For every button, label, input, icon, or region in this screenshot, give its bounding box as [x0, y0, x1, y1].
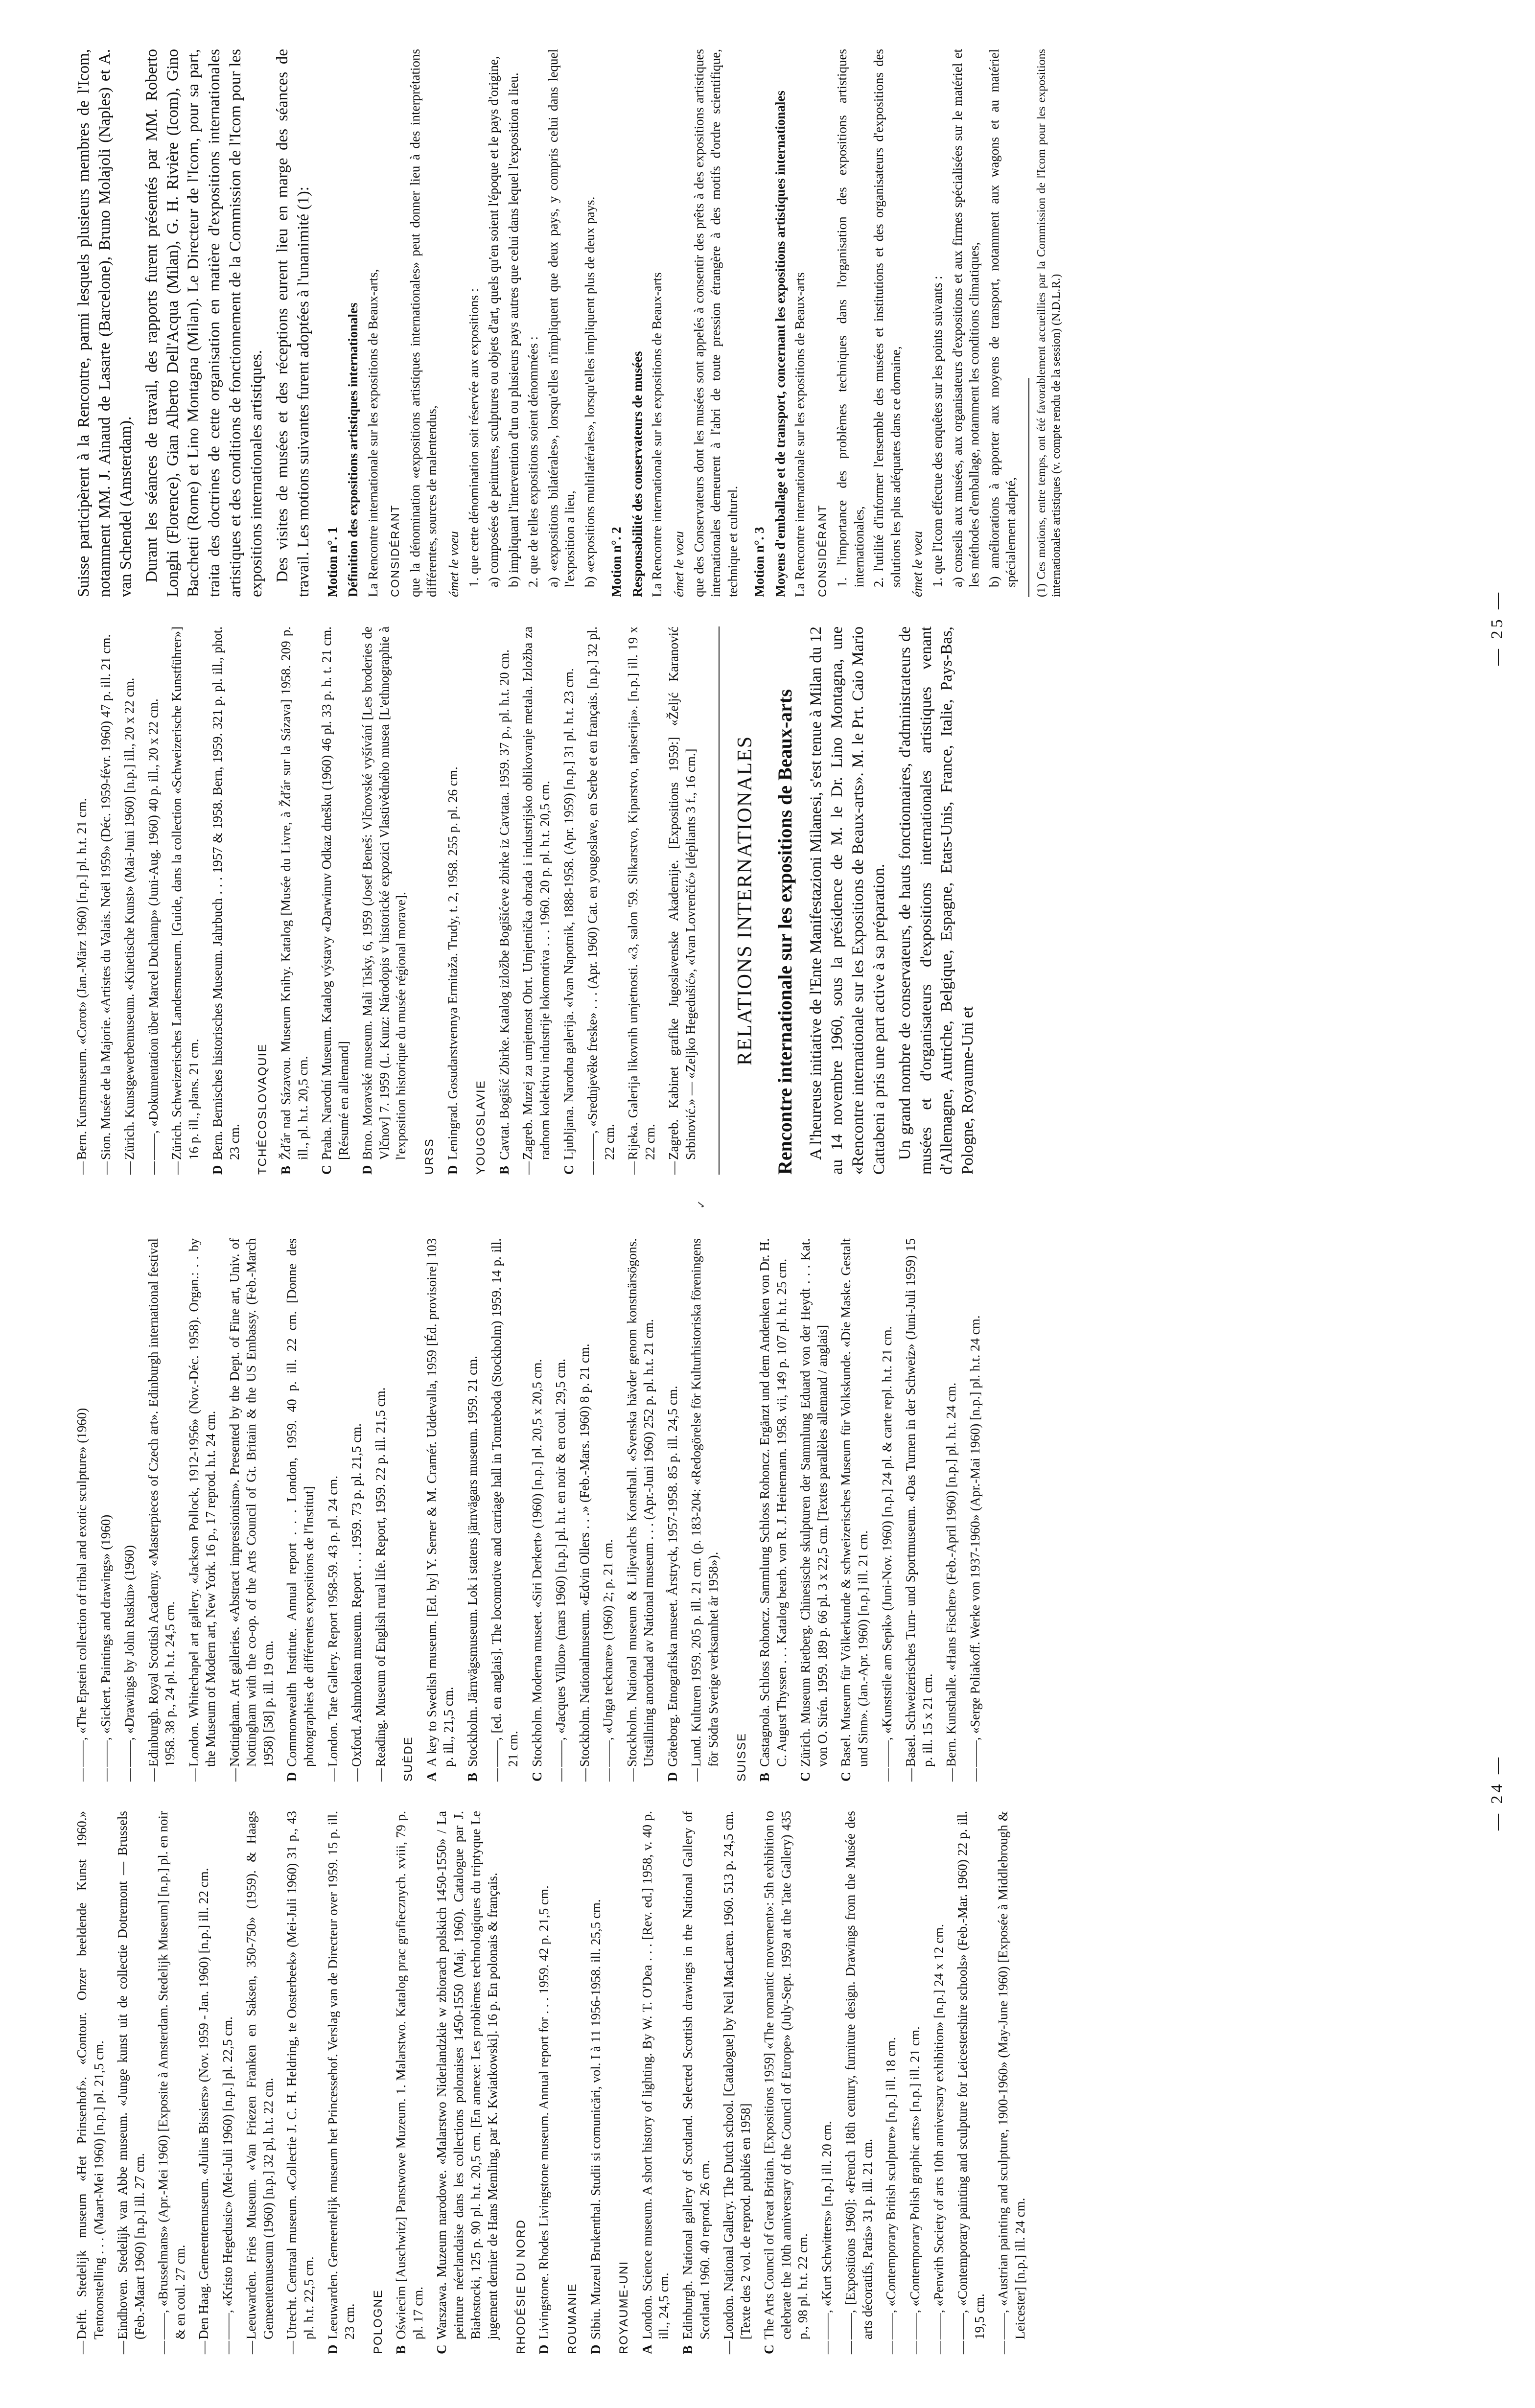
stray-mark: ✓ [695, 1200, 707, 1209]
catalog-entry [73, 626, 91, 1175]
entry-dash: — [601, 1768, 616, 1782]
entry-dash: — [626, 1161, 641, 1175]
entry-text: Commonwealth Institute. Annual report . . . London, 1959. 40 p. ill. 22 cm. [Donne des photographies de différentes expositions de l'Institut] [284, 1238, 317, 1767]
text-line: que la dénomination «expositions artistiques internationales» peut donner lieu à des interprétations différentes, sources de malentendus, [407, 49, 440, 597]
list-item: 1. l'importance des problèmes techniques dans l'organisation des expositions artistiques internationales, [835, 49, 866, 587]
entry-dash: — [585, 1161, 600, 1175]
catalog-entry [325, 1811, 358, 2354]
entry-category-letter: D [360, 1165, 375, 1175]
page-number-right: — 25 — [1488, 590, 1506, 666]
motion-heading: Motion n°. 2 [609, 527, 624, 597]
entry-category-letter: B [465, 1772, 480, 1782]
entry-dash: — [944, 1768, 959, 1782]
entry-dash: — [843, 2341, 858, 2354]
entry-category-letter: D [284, 1772, 300, 1782]
entry-text: Stockholm. Järnvägsmuseum. Lok i statens järnvägars museum. 1959. 21 cm. [465, 1356, 480, 1767]
entry-text: Brno. Moravské museum. Mali Tisky, 6, 1959 (Josef Beneš: Vlčnovské vyšívání [Les broderies de Vlčnov] 7. 1959 (L. Kunz: Národopis v historické expozici Vlastivědného musea [L'ethnographie à l'exposition historique du musée régional morave]. [360, 626, 409, 1160]
entry-text: Sion. Musée de la Majorie. «Artistes du Valais. Noël 1959» (Déc. 1959-févr. 1960) 47 p. ill. 21 cm. [98, 634, 113, 1160]
catalog-entry [186, 1238, 219, 1782]
catalog-entry [464, 1238, 481, 1782]
entry-dash: — [879, 1768, 894, 1782]
catalog-entry [837, 1238, 871, 1782]
catalog-entry [209, 626, 243, 1175]
text-line: que des Conservateurs dont les musées sont appelés à consentir des prêts à des expositions artistiques internationales demeurent à l'abri de toute pression étrangère à des motifs d'ordre scientifique, technique et culturel. [691, 49, 740, 597]
motion-heading: Motion n°. 3 [752, 527, 767, 597]
catalog-entry [145, 626, 162, 1175]
entry-category-letter: D [536, 2344, 552, 2354]
entry-category-letter: D [325, 2344, 340, 2354]
entry-text: ——, «Kristo Hegedusic» (Mei-Juli 1960) [n.p.] pl. 22,5 cm. [220, 2016, 235, 2339]
entry-text: ——, «Kunststile am Sepik» (Juni-Nov. 1960) [n.p.] 24 pl. & carte repl. h.t. 21 cm. [879, 1326, 894, 1767]
catalog-entry [720, 1811, 754, 2354]
entry-text: Basel. Museum für Völkerkunde & schweizerisches Museum für Volkskunde. «Die Maske. Gestalt und Sinn». (Jan.-Apr. 1960) [n.p.] ill. 21 cm. [838, 1238, 871, 1767]
entry-dash: — [115, 2341, 130, 2354]
entry-text: Stockholm. National museum & Liljevalchs Konsthall. «Svenska hävder genom konstnärsögons. Utställning anordnad av National museum . . . (Apr.-Juni 1960) 252 p. pl. h.t. 21 cm. [624, 1238, 656, 1767]
entry-text: Basel. Schweizerisches Turn- und Sportmuseum. «Das Turnen in der Schweiz» (Juni-Juli 1959) 15 p. ill. 15 x 21 cm. [903, 1238, 935, 1767]
list-item: a) conseils aux musées, aux organisateurs d'expositions et aux firmes spécialisées sur le matériel et les méthodes d'emballage, notamment les conditions climatiques, [950, 49, 982, 587]
catalog-entry [600, 1238, 617, 1782]
entry-text: Leeuwarden. Fries Museum. «Van Friezen Franken en Saksen, 350-750» (1959). & Haags Gemeentemuseum (1960) [n.p.] 32 pl, h.t. 22 cm. [244, 1811, 276, 2339]
list-item: 2. l'utilité d'informer l'ensemble des musées et institutions et des organisateurs d'expositions des solutions les plus adéquates dans ce domaine, [871, 49, 903, 587]
catalog-entry [278, 626, 311, 1175]
catalog-entry [423, 1238, 457, 1782]
motion-subject: Moyens d'emballage et de transport, concernant les expositions artistiques internationales [772, 91, 788, 597]
entry-text: ——, «The Epstein collection of tribal and exotic sculpture» (1960) [74, 1408, 89, 1767]
list-item: b) améliorations à apporter aux moyens de transport, notamment aux wagons et au matériel spécialement adapté, [986, 49, 1019, 587]
entry-text: Eindhoven. Stedelijk van Abbe museum. «Junge kunst uit de collectie Dotremont — Brussels (Feb.-Maart 1960) [n.p.] ill. 27 cm. [115, 1811, 147, 2339]
catalog-entry [930, 1811, 948, 2354]
considerant-label: CONSIDÉRANT [815, 504, 829, 597]
entry-text: ——, «Brusselmans» (Apr.-Mei 1960) [Exposite à Amsterdam. Stedelijk Museum] [n.p.] pl. en noir & en coul. 27 cm. [156, 1811, 187, 2339]
entry-text: ——, «Contemporary Polish graphic arts» [n.p.] ill. 21 cm. [907, 2026, 923, 2339]
entry-dash: — [931, 2341, 946, 2354]
entry-dash: — [325, 1768, 340, 1782]
country-heading: SUISSE [735, 1732, 748, 1782]
catalog-entry [902, 1238, 936, 1782]
catalog-entry [219, 1811, 236, 2354]
entry-text: Lund. Kulturen 1959. 205 p. ill. 21 cm. (p. 183-204: «Redogörelse för Kulturhistoriska föreningens för Södra Sverige verksamhet år 1958»). [689, 1238, 721, 1767]
country-heading: YOUGOSLAVIE [474, 1080, 488, 1175]
entry-text: ——, «Drawings by John Ruskin» (1960) [122, 1545, 137, 1767]
entry-category-letter: D [665, 1772, 680, 1782]
catalog-entry [883, 1811, 900, 2354]
entry-text: Warszawa. Muzeum narodowe. «Malarstwo Niderlandzkie w zbiorach polskich 1450-1550» / La peinture néerlandaise dans les collections polonaises 1450-1550 (Maj. 1960). Catalogue par J. Białostocki, 125 p. 90 pl. h.t. 20,5 cm. [En annexe: Les problèmes technologiques du triptyque Le jugement dernier de Hans Memling, par K. Kwiatkowski]. 16 p. En polonais & français. [434, 1811, 500, 2339]
list-item: a) composées de peintures, sculptures ou objets d'art, quels qu'en soient l'époque et le pays d'origine, [486, 56, 501, 587]
considerant-label: CONSIDÉRANT [389, 504, 402, 597]
page-24 [73, 1238, 1473, 2354]
catalog-entry [155, 1811, 188, 2354]
country-heading: ROUMANIE [565, 2283, 579, 2354]
entry-text: Zürich. Museum Rietberg. Chinesische skulpturen der Sammlung Eduard von der Heydt . . . Kat. von O. Sirén. 1959. 189 p. 66 pl. 3 x 22,5 cm. [Textes parallèles allemand / anglais] [798, 1238, 830, 1767]
entry-dash: — [74, 1161, 89, 1175]
entry-text: Reading. Museum of English rural life. Report, 1959. 22 p. ill. 21,5 cm. [372, 1387, 388, 1767]
entry-text: London. Tate Gallery. Report 1958-59. 43 p. pl. 24 cm. [325, 1475, 340, 1767]
entry-dash: — [666, 1161, 681, 1175]
entry-dash: — [967, 1768, 982, 1782]
entry-category-letter: B [394, 2345, 409, 2354]
section-title: RELATIONS INTERNATIONALES [719, 626, 759, 1175]
entry-text: Göteborg. Etnografiska museet. Årstryck, 1957-1958. 85 p. ill. 24,5 cm. [665, 1386, 680, 1767]
entry-text: Stockholm. Nationalmuseum. «Edvin Ollers . . .» (Feb.-Mars. 1960) 8 p. 21 cm. [577, 1343, 592, 1767]
entry-dash: — [220, 2341, 235, 2354]
entry-dash: — [819, 2341, 834, 2354]
catalog-entry [584, 626, 618, 1175]
entry-text: ——, «Penwith Society of arts 10th anniversary exhibition» [n.p.] 24 x 12 cm. [931, 1924, 946, 2339]
catalog-entry [967, 1238, 984, 1782]
catalog-entry [433, 1811, 501, 2354]
catalog-entry [529, 1238, 546, 1782]
motion-subject: Responsabilité des conservateurs de musées [629, 351, 645, 597]
entry-dash: — [689, 1768, 704, 1782]
catalog-entry [665, 626, 699, 1175]
catalog-entry [145, 1238, 179, 1782]
catalog-entry [121, 1238, 138, 1782]
entry-text: Leningrad. Gosudarstvennya Ermitaža. Trudy, t. 2, 1958. 255 p. pl. 26 cm. [445, 766, 460, 1160]
entry-text: ——, «Austrian painting and sculpture, 1900-1960» (May-June 1960) [Exposée à Middlebrough & Leicester] [n.p.] ill. 24 cm. [996, 1811, 1027, 2339]
entry-dash: — [624, 1768, 639, 1782]
motion-subject: Définition des expositions artistiques internationales [346, 302, 361, 597]
catalog-entry [756, 1238, 790, 1782]
entry-dash: — [74, 2341, 89, 2354]
entry-text: ——, [Expositions 1960]: «French 18th century, furniture design. Drawings from the Musée des arts décoratifs, Paris» 31 p. ill. 21 cm. [843, 1811, 875, 2339]
entry-text: ——, «Jacques Villon» (mars 1960) [n.p.] pl. h.t. en noir & en coul. 29,5 cm. [553, 1359, 568, 1767]
entry-text: Žďár nad Sázavou. Museum Knihy. Katalog [Musée du Livre, à Žďár sur la Sázava] 1958. 209 p. ill., pl. h.t. 20,5 cm. [279, 626, 310, 1160]
entry-dash: — [721, 2341, 736, 2354]
entry-text: Bern. Kunsthalle. «Hans Fischer» (Feb.-April 1960) [n.p.] pl. h.t. 24 cm. [944, 1382, 959, 1767]
entry-text: Edinburgh. National gallery of Scotland. Selected Scottish drawings in the National Gallery of Scotland. 1960. 40 reprod. 26 cm. [680, 1811, 712, 2339]
catalog-entry [359, 626, 410, 1175]
entry-text: ——, «Dokumentation über Marcel Duchamp» (Juni-Aug. 1960) 40 p. ill., 20 x 22 cm. [145, 698, 161, 1160]
catalog-entry [879, 1238, 896, 1782]
entry-text: ——, «Srednjevěke freske» . . . (Apr. 1960) Cat. en yougoslave, en Serbe et en français. [n.p.] 32 pl. 22 cm. [585, 626, 617, 1160]
entry-dash: — [156, 2341, 171, 2354]
country-heading: RHODÉSIE DU NORD [514, 2219, 528, 2354]
entry-category-letter: B [279, 1165, 294, 1175]
catalog-entry [818, 1811, 836, 2354]
list-item: b) impliquant l'intervention d'un ou plusieurs pays autres que celui dans lequel l'exposition a lieu. [506, 72, 521, 587]
entry-text: Zagreb. Muzej za umjetnost Obrt. Umjetnička obrada i industrijsko oblikovanje metala. Izložba za radnom kolektivu industrije lokomotiva . . . 1960. 20 p. pl. h.t. 20,5 cm. [520, 626, 552, 1160]
entry-dash: — [122, 1768, 137, 1782]
entry-text: Rijeka. Galerija likovnih umjetnosti. «3, salon '59. Slikarstvo, Kiparstvo, tapiserija». [n.p.] ill. 19 x 22 cm. [626, 626, 657, 1160]
catalog-entry [97, 1238, 115, 1782]
catalog-entry [283, 1811, 317, 2354]
entry-text: Zürich. Schweizerisches Landesmuseum. [Guide, dans la collection «Schweizerische Kunstführer»] 16 p. ill., plans. 21 cm. [169, 626, 201, 1160]
voeu-label: émet le voeu [910, 531, 925, 597]
entry-text: Stockholm. Moderna museet. «Siri Derkert» (1960) [n.p.] pl. 20,5 x 20,5 cm. [529, 1359, 544, 1767]
catalog-entry [587, 1811, 605, 2354]
entry-dash: — [553, 1768, 568, 1782]
entry-category-letter: D [210, 1165, 225, 1175]
entry-category-letter: C [798, 1772, 813, 1782]
catalog-entry [325, 1238, 342, 1782]
entry-dash: — [577, 1768, 592, 1782]
footnote: (1) Ces motions, entre temps, ont été favorablement accueillies par la Commission de l'Icom pour les expositions internationales artistiques (v. compte rendu de la session) (N.D.L.R.) [1035, 49, 1063, 597]
catalog-entry [226, 1238, 277, 1782]
catalog-entry [393, 1811, 426, 2354]
entry-text: Nottingham. Art galleries. «Abstract impressionism». Presented by the Dept. of Fine art, Univ. of Nottingham with the co-op. of the Arts Council of Gt. Britain & the US Embassy. (Feb.-March 1958) [58] p. ill. 19 cm. [227, 1238, 276, 1767]
entry-dash: — [955, 2341, 970, 2354]
paragraph: Un grand nombre de conservateurs, de hauts fonctionnaires, d'administrateurs de musées et d'organisateurs d'expositions internationales artistiques venant d'Allemagne, Autriche, Belgique, Espagne, Etats-Unis, France, Italie, Pays-Bas, Pologne, Royaume-Uni et [896, 626, 977, 1175]
entry-text: A key to Swedish museum. [Ed. by] Y. Serner & M. Cramér. Uddevalla, 1959 [Éd. provisoire] 103 p. ill., 21,5 cm. [424, 1238, 456, 1767]
catalog-entry [624, 1238, 657, 1782]
entry-dash: — [996, 2341, 1011, 2354]
entry-category-letter: B [496, 1165, 512, 1175]
entry-dash: — [907, 2341, 923, 2354]
entry-text: Zagreb. Kabinet grafike Jugoslavenske Akademije. [Expositions 1959:] «Željć Karanović Srbinović.» — «Zeljko Hegedušić», «Ivan Lovrenčić» [dépliants 3 f., 16 cm.] [666, 626, 698, 1160]
catalog-entry [842, 1811, 876, 2354]
list-item: b) «expositions multilatérales», lorsqu'elles impliquent plus de deux pays. [582, 196, 597, 587]
catalog-entry [97, 626, 115, 1175]
entry-dash: — [145, 1161, 161, 1175]
entry-dash: — [186, 1768, 201, 1782]
catalog-entry [73, 1811, 107, 2354]
catalog-entry [73, 1238, 91, 1782]
catalog-entry [761, 1811, 812, 2354]
entry-category-letter: B [757, 1772, 772, 1782]
catalog-entry [639, 1811, 673, 2354]
entry-dash: — [488, 1768, 504, 1782]
voeu-label: émet le voeu [446, 531, 461, 597]
entry-category-letter: C [529, 1772, 544, 1782]
right-page-column-1 [73, 626, 1473, 1175]
catalog-entry [114, 1811, 148, 2354]
list-item: 1. que cette dénomination soit réservée aux expositions : [466, 288, 481, 587]
entry-text: Oświecim [Auschwitz] Panstwowe Muzeum. 1. Malarstwo. Katalog prac grafiecznych. xviii, 79 p. pl. 17 cm. [394, 1811, 425, 2339]
entry-dash: — [284, 2341, 300, 2354]
list-item: 1. que l'Icom effectue des enquêtes sur les points suivants : [930, 276, 945, 587]
entry-text: Sibiu. Muzeul Brukenthal. Studii si comunicări, vol. I à 11 1956-1958. ill. 25,5 cm. [588, 1899, 603, 2339]
catalog-entry [168, 626, 202, 1175]
entry-text: ——, «Kurt Schwitters» [n.p.] ill. 20 cm. [819, 2121, 834, 2339]
entry-text: Cavtat. Bogišić Zbirke. Katalog izložbe Bogišićeve zbirke iz Cavtata. 1959. 37 p., pl. h.t. 20 cm. [496, 649, 512, 1160]
catalog-entry [535, 1811, 553, 2354]
catalog-entry [372, 1238, 389, 1782]
entry-dash: — [903, 1768, 918, 1782]
entry-dash: — [98, 1768, 113, 1782]
entry-category-letter: C [838, 1772, 854, 1782]
catalog-entry [954, 1811, 988, 2354]
entry-dash: — [349, 1768, 364, 1782]
catalog-entry [243, 1811, 277, 2354]
catalog-entry [797, 1238, 831, 1782]
entry-text: Livingstone. Rhodes Livingstone museum. Annual report for . . . 1959. 42 p. 21,5 cm. [536, 1885, 552, 2339]
entry-dash: — [372, 1768, 388, 1782]
catalog-entry [625, 626, 658, 1175]
entry-text: London. National Gallery. The Dutch school. [Catalogue] by Neil MacLaren. 1960. 513 p. 24,5 cm. [Texte des 2 vol. de reprod. publiés en 1958] [721, 1811, 753, 2339]
entry-text: London. Whitechapel art gallery. «Jackson Pollock, 1912-1956» (Nov.-Déc. 1958). Organ.: . . by the Museum of Modern art, New York. 16 p., 17 reprod. h.t. 24 cm. [186, 1238, 218, 1767]
entry-category-letter: A [424, 1772, 439, 1782]
list-item: 2. que de telles expositions soient dénommées : [526, 336, 541, 587]
entry-text: The Arts Council of Great Britain. [Expositions 1959] «The romantic movement»: 5th exhibition to celebrate the 10th anniversary of the Council of Europe» (July-Sept. 1959 at the Tate Gallery) 435 p., 98 pl. h.t. 22 cm. [762, 1811, 811, 2339]
entry-dash: — [244, 2341, 259, 2354]
entry-text: Utrecht. Centraal museum. «Collectie J. C. H. Heldring, te Oosterbeek» (Mei-Juli 1960) 31 p., 43 pl. h.t. 22,5 cm. [284, 1811, 317, 2339]
paragraph: A l'heureuse initiative de l'Ente Manifestazioni Milanesi, s'est tenue à Milan du 12 au 14 novembre 1960, sous la présidence de M. le Dr. Lino Montagna, une «Rencontre internationale sur les Expositions de Beaux-arts». M. le Prt. Caio Mario Cattabeni a pris une part active à sa préparation. [807, 626, 888, 1175]
entry-dash: — [74, 1768, 89, 1782]
catalog-entry [907, 1811, 924, 2354]
catalog-entry [995, 1811, 1028, 2354]
country-heading: POLOGNE [371, 2289, 385, 2354]
footnote-rule [1028, 378, 1029, 597]
entry-category-letter: A [639, 2344, 654, 2354]
entry-text: ——, «Contemporary British sculpture» [n.p.] ill. 18 cm. [884, 2037, 899, 2339]
entry-dash: — [196, 2341, 211, 2354]
entry-text: Bern. Bernisches historisches Museum. Jahrbuch . . . 1957 & 1958. Bern, 1959. 321 p. pl. ill., phot. 23 cm. [210, 626, 242, 1160]
country-heading: ROYAUME-UNI [617, 2261, 631, 2354]
entry-text: ——, «Serge Poliakoff. Werke von 1937-1960» (Apr.-Mai 1960) [n.p.] pl. h.t. 24 cm. [967, 1315, 982, 1767]
entry-text: ——, «Sickert. Paintings and drawings» (1960) [98, 1514, 113, 1767]
entry-text: ——, «Contemporary painting and sculpture for Leicestershire schools» (Feb.-Mar. 1960) 22 p. ill. 19,5 cm. [955, 1811, 987, 2339]
catalog-entry [664, 1238, 681, 1782]
catalog-entry [195, 1811, 212, 2354]
catalog-entry [488, 1238, 522, 1782]
entry-text: ——, [ed. en anglais]. The locomotive and carriage hall in Tomteboda (Stockholm) 1959. 14 p. ill. 21 cm. [488, 1238, 521, 1767]
left-page-column-1 [73, 1811, 1473, 2354]
voeu-label: émet le voeu [671, 531, 686, 597]
left-page-column-2 [73, 1238, 1473, 1782]
catalog-entry [121, 626, 138, 1175]
catalog-entry [519, 626, 553, 1175]
catalog-entry [688, 1238, 721, 1782]
entry-dash: — [227, 1768, 242, 1782]
country-heading: TCHÉCOSLOVAQUIE [256, 1043, 270, 1175]
catalog-entry [318, 626, 352, 1175]
list-item: a) «expositions bilatérales», lorsqu'elles n'impliquent que deux pays, y compris celui dans lequel l'exposition a lieu, [545, 49, 578, 587]
entry-dash: — [520, 1161, 535, 1175]
paragraph: Des visites de musées et des réceptions eurent lieu en marge des séances de travail. Les motions suivantes furent adoptées à l'unanimité (1): [274, 49, 312, 597]
text-line: La Rencontre internationale sur les expositions de Beaux-arts, [365, 269, 380, 597]
entry-category-letter: D [445, 1165, 460, 1175]
country-heading: URSS [422, 1138, 436, 1175]
entry-text: Ljubljana. Narodna galerija. «Ivan Napotnik, 1888-1958. (Apr. 1959) [n.p.] 31 pl. h.t. 23 cm. [561, 668, 576, 1160]
paragraph: Durant les séances de travail, des rapports furent présentés par MM. Roberto Longhi (Florence), Gian Alberto Dell'Acqua (Milan), G. H. Rivière (Icom), Gino Bacchetti (Rome) et Lino Montagna (Milan). Le Directeur de l'Icom, pour sa part, traita des doctrines de cette organisation en matière d'expositions internationales artistiques et des conditions de fonctionnement de la Commission de l'Icom pour les expositions internationales artistiques. [142, 49, 266, 597]
catalog-entry [348, 1238, 365, 1782]
entry-text: Castagnola. Schloss Rohoncz. Sammlung Schloss Rohoncz. Ergänzt und dem Andenken von Dr. H. C. August Thyssen . . . Katalog bearb. von R. J. Heinemann. 1958. vii, 149 p. 107 pl. h.t. 25 cm. [757, 1238, 789, 1767]
catalog-entry [679, 1811, 713, 2354]
entry-text: Zürich. Kunstgewerbemuseum. «Kinetische Kunst» (Mai-Juni 1960) [n.p.] ill., 20 x 22 cm. [122, 677, 137, 1160]
entry-text: Praha. Narodní Museum. Katalog výstavy «Darwinuv Odkaz dnešku (1960) 46 pl. 33 p. h. t. 21 cm. [Résumé en allemand] [319, 626, 351, 1160]
catalog-entry [943, 1238, 960, 1782]
entry-dash: — [98, 1161, 113, 1175]
right-page-column-2 [73, 49, 1473, 597]
article-title: Rencontre internationale sur les expositions de Beaux-arts [774, 689, 796, 1175]
country-heading: SUÈDE [402, 1736, 416, 1782]
entry-category-letter: C [561, 1165, 576, 1175]
entry-text: Edinburgh. Royal Scottish Academy. «Masterpieces of Czech art». Edinburgh international festival 1958. 38 p., 24 pl. h.t. 24,5 cm. [145, 1238, 178, 1767]
entry-text: London. Science museum. A short history of lighting. By W. T. O'Dea . . . [Rev. ed.] 1958, v. 40 p. ill., 24,5 cm. [639, 1811, 672, 2339]
entry-category-letter: C [762, 2344, 777, 2354]
catalog-entry [560, 626, 578, 1175]
text-line: La Rencontre internationale sur les expositions de Beaux-arts [650, 272, 665, 597]
entry-dash: — [122, 1161, 137, 1175]
page-25 [73, 49, 1473, 1175]
entry-text: Den Haag. Gemeentemuseum. «Julius Bissiers» (Nov. 1959 - Jan. 1960) [n.p.] ill. 22 cm. [196, 1868, 211, 2339]
catalog-entry [552, 1238, 569, 1782]
entry-dash: — [145, 1768, 161, 1782]
catalog-entry [444, 626, 462, 1175]
entry-category-letter: C [319, 1165, 334, 1175]
paragraph: Suisse participèrent à la Rencontre, parmi lesquels plusieurs membres de l'Icom, notamment MM. J. Ainaud de Lasarte (Barcelone), Bruno Molajoli (Naples) et A. van Schendel (Amsterdam). [75, 49, 135, 597]
entry-text: Delft. Stedelijk museum «Het Prinsenhof». «Contour. Onzer beeldende Kunst 1960.» Tentoonstelling . . . (Maart-Mei 1960) [n.p.] pl. 21,5 cm. [74, 1811, 106, 2339]
catalog-entry [576, 1238, 593, 1782]
entry-category-letter: C [434, 2344, 449, 2354]
entry-dash: — [884, 2341, 899, 2354]
entry-text: ——, «Unga tecknare» (1960) 2; p. 21 cm. [601, 1539, 616, 1767]
text-line: La Rencontre internationale sur les expositions de Beaux-arts [792, 272, 808, 597]
entry-dash: — [169, 1161, 185, 1175]
entry-category-letter: B [680, 2345, 695, 2354]
catalog-entry [496, 626, 513, 1175]
entry-category-letter: D [588, 2344, 603, 2354]
entry-text: Oxford. Ashmolean museum. Report . . . 1959. 73 p. pl. 21,5 cm. [349, 1423, 364, 1767]
catalog-entry [283, 1238, 317, 1782]
page-number-left: — 24 — [1488, 1755, 1506, 1830]
motion-heading: Motion n°. 1 [325, 527, 340, 597]
entry-text: Leeuwarden. Gemeentelijk museum het Princessehof. Verslag van de Directeur over 1959. 15 p. ill. 23 cm. [325, 1811, 357, 2339]
entry-text: Bern. Kunstmuseum. «Corot» (Jan.-März 1960) [n.p.] pl. h.t. 21 cm. [74, 798, 89, 1160]
